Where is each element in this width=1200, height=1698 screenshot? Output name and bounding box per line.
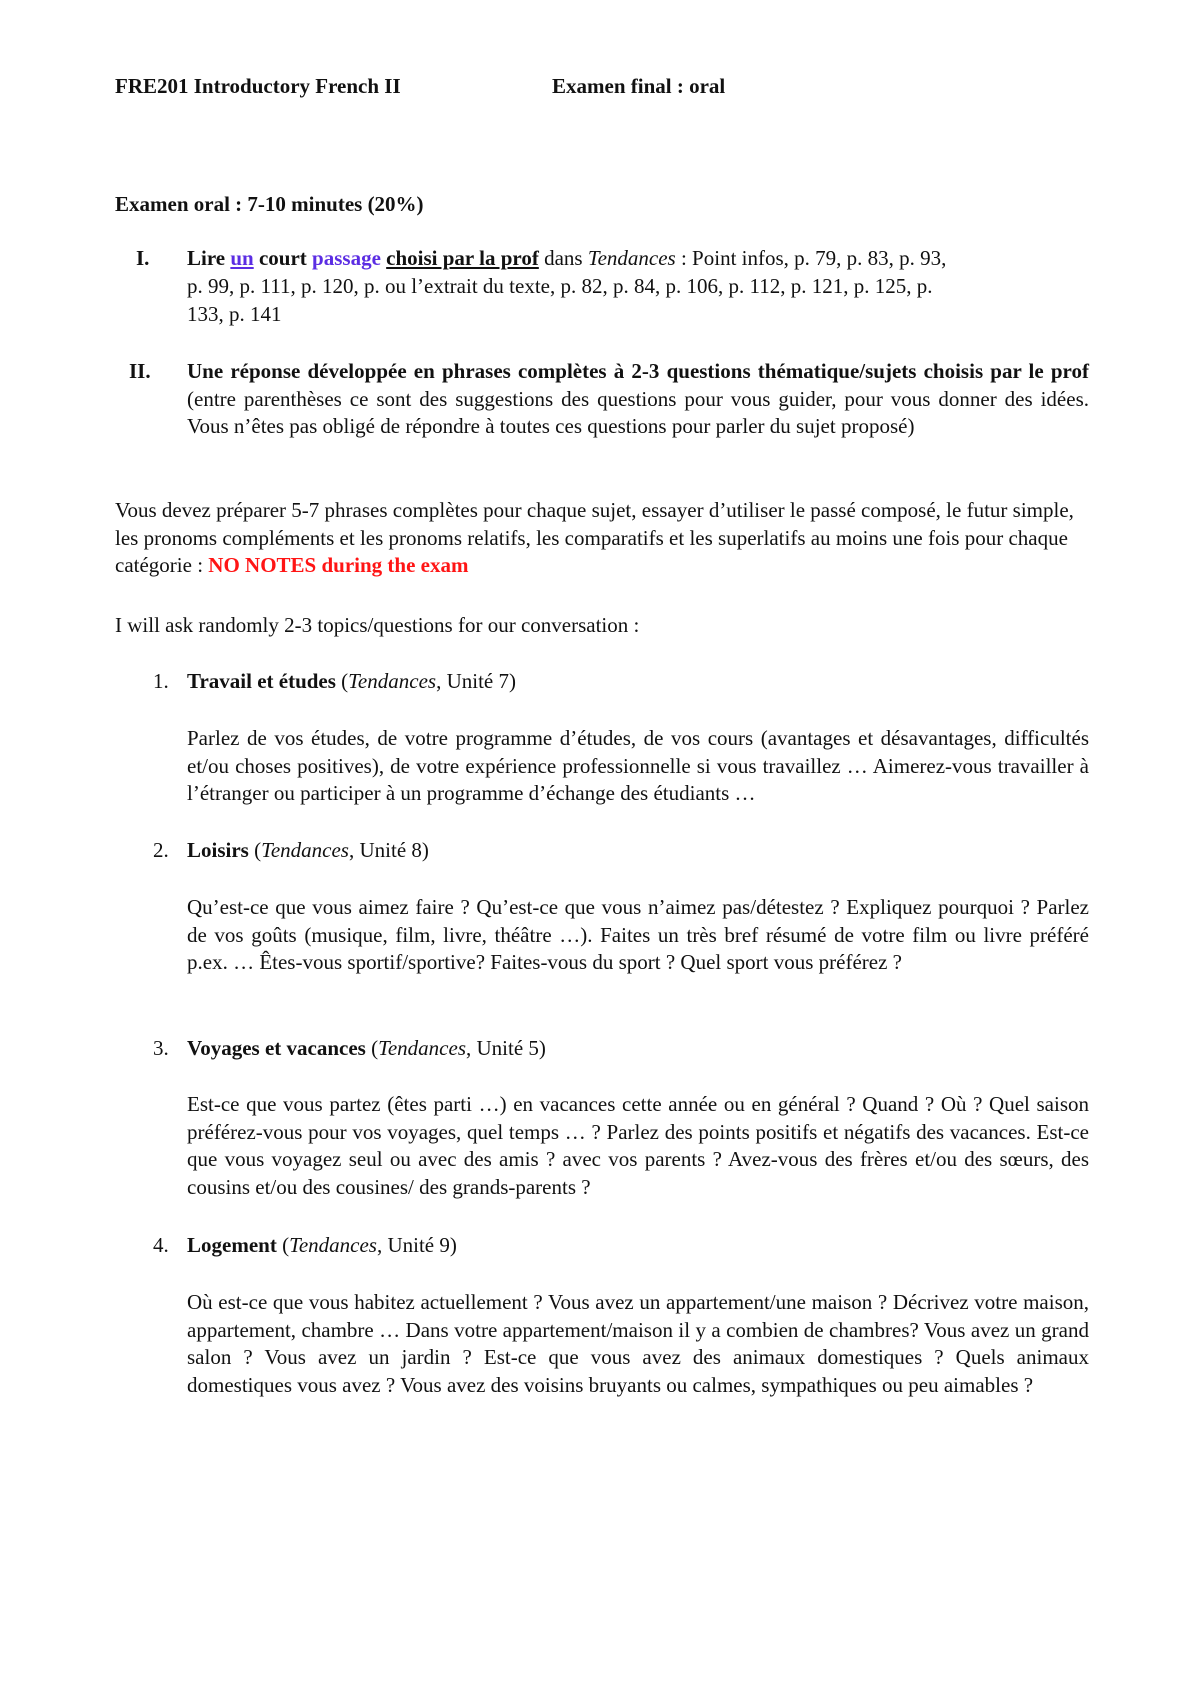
topic-1-paren: ( — [335, 669, 349, 693]
instructions-text: Vous devez préparer 5-7 phrases complètes pour chaque sujet, essayer d’utiliser le passé composé, le futur simple, les pronoms compléments et les pronoms relatifs, les comparatifs et les superlatifs au moins une fois pour chaque catégorie : — [115, 498, 1074, 577]
word-passage: passage — [312, 246, 381, 270]
topic-1-heading — [187, 668, 516, 695]
section-1-numeral: I. — [136, 246, 150, 270]
topic-2-paren: ( — [248, 838, 262, 862]
topic-4-unit: , Unité 9) — [376, 1233, 457, 1257]
section-1-line-3: 133, p. 141 — [187, 302, 282, 326]
instructions-paragraph — [115, 497, 1100, 580]
no-notes-warning: NO NOTES during the exam — [208, 553, 469, 577]
topic-2-book: Tendances — [261, 838, 349, 862]
section-2-bold: Une réponse développée en phrases complètes à 2-3 questions thématique/sujets choisis par le prof — [187, 359, 1089, 383]
topic-3-heading — [187, 1035, 546, 1062]
topics-intro: I will ask randomly 2-3 topics/questions for our conversation : — [115, 613, 640, 637]
word-lire: Lire — [187, 246, 226, 270]
exam-title-header: Examen final : oral — [552, 74, 726, 98]
topic-3-body: Est-ce que vous partez (êtes parti …) en vacances cette année ou en général ? Quand ? Où ? Quel saison préférez-vous pour vos voyages, quel temps … ? Parlez des points positifs et négatifs des vacances. Est-ce que vous voyagez seul ou avec des amis ? avec vos parents ? Avez-vous des frères et/ou des sœurs, des cousins et/ou des cousines/ des grands-parents ? — [187, 1092, 1089, 1199]
topic-4-number: 4. — [153, 1233, 169, 1257]
section-1-tail: : Point infos, p. 79, p. 83, p. 93, — [680, 246, 947, 270]
topic-4-title: Logement — [187, 1233, 277, 1257]
topic-2-number: 2. — [153, 838, 169, 862]
course-title: FRE201 Introductory French II — [115, 74, 401, 98]
topic-3-book: Tendances — [378, 1036, 466, 1060]
section-2-paragraph — [187, 358, 1089, 441]
section-1-line-2: p. 99, p. 111, p. 120, p. ou l’extrait du texte, p. 82, p. 84, p. 106, p. 112, p. 121, p. 125, p. — [187, 274, 933, 298]
topic-4-body: Où est-ce que vous habitez actuellement ? Vous avez un appartement/une maison ? Décrivez votre maison, appartement, chambre … Dans votre appartement/maison il y a combien de chambres? Vous avez un grand salon ? Vous avez un jardin ? Est-ce que vous avez des animaux domestiques ? Quels animaux domestiques vous avez ? Vous avez des voisins bruyants ou calmes, sympathiques ou peu aimables ? — [187, 1290, 1089, 1397]
topic-4-paren: ( — [276, 1233, 290, 1257]
topic-4-book: Tendances — [289, 1233, 377, 1257]
topic-2-body: Qu’est-ce que vous aimez faire ? Qu’est-ce que vous n’aimez pas/détestez ? Expliquez pourquoi ? Parlez de vos goûts (musique, film, livre, théâtre …). Faites un très bref résumé de votre film ou livre préféré p.ex. … Êtes-vous sportif/sportive? Faites-vous du sport ? Quel sport vous préférez ? — [187, 895, 1089, 974]
section-2-numeral: II. — [129, 359, 151, 383]
topic-2-unit: , Unité 8) — [348, 838, 429, 862]
topic-2-title: Loisirs — [187, 838, 249, 862]
section-1-line-1 — [187, 245, 946, 272]
topic-1-book: Tendances — [348, 669, 437, 693]
topic-2-heading — [187, 837, 429, 864]
topic-1-unit: , Unité 7) — [436, 669, 516, 693]
topic-3-number: 3. — [153, 1036, 169, 1060]
section-2-rest: (entre parenthèses ce sont des suggestions des questions pour vous guider, pour vous donner des idées. Vous n’êtes pas obligé de répondre à toutes ces questions pour parler du sujet proposé) — [187, 386, 1089, 438]
word-court: court — [258, 246, 307, 270]
exam-heading: Examen oral : 7-10 minutes (20%) — [115, 192, 424, 216]
topic-1-title: Travail et études — [187, 669, 336, 693]
book-title: Tendances — [587, 246, 676, 270]
topic-1-number: 1. — [153, 669, 169, 693]
topic-3-title: Voyages et vacances — [187, 1036, 366, 1060]
topic-1-body: Parlez de vos études, de votre programme d’études, de vos cours (avantages et désavantages, difficultés et/ou choses positives), de votre expérience professionnelle si vous travaillez … Aimerez-vous travailler à l’étranger ou participer à un programme d’échange des étudiants … — [187, 726, 1089, 805]
word-un: un — [230, 246, 254, 270]
word-choisi: choisi par la prof — [386, 246, 539, 270]
topic-3-unit: , Unité 5) — [466, 1036, 546, 1060]
word-dans: dans — [544, 246, 583, 270]
topic-3-paren: ( — [365, 1036, 379, 1060]
topic-4-heading — [187, 1232, 457, 1259]
